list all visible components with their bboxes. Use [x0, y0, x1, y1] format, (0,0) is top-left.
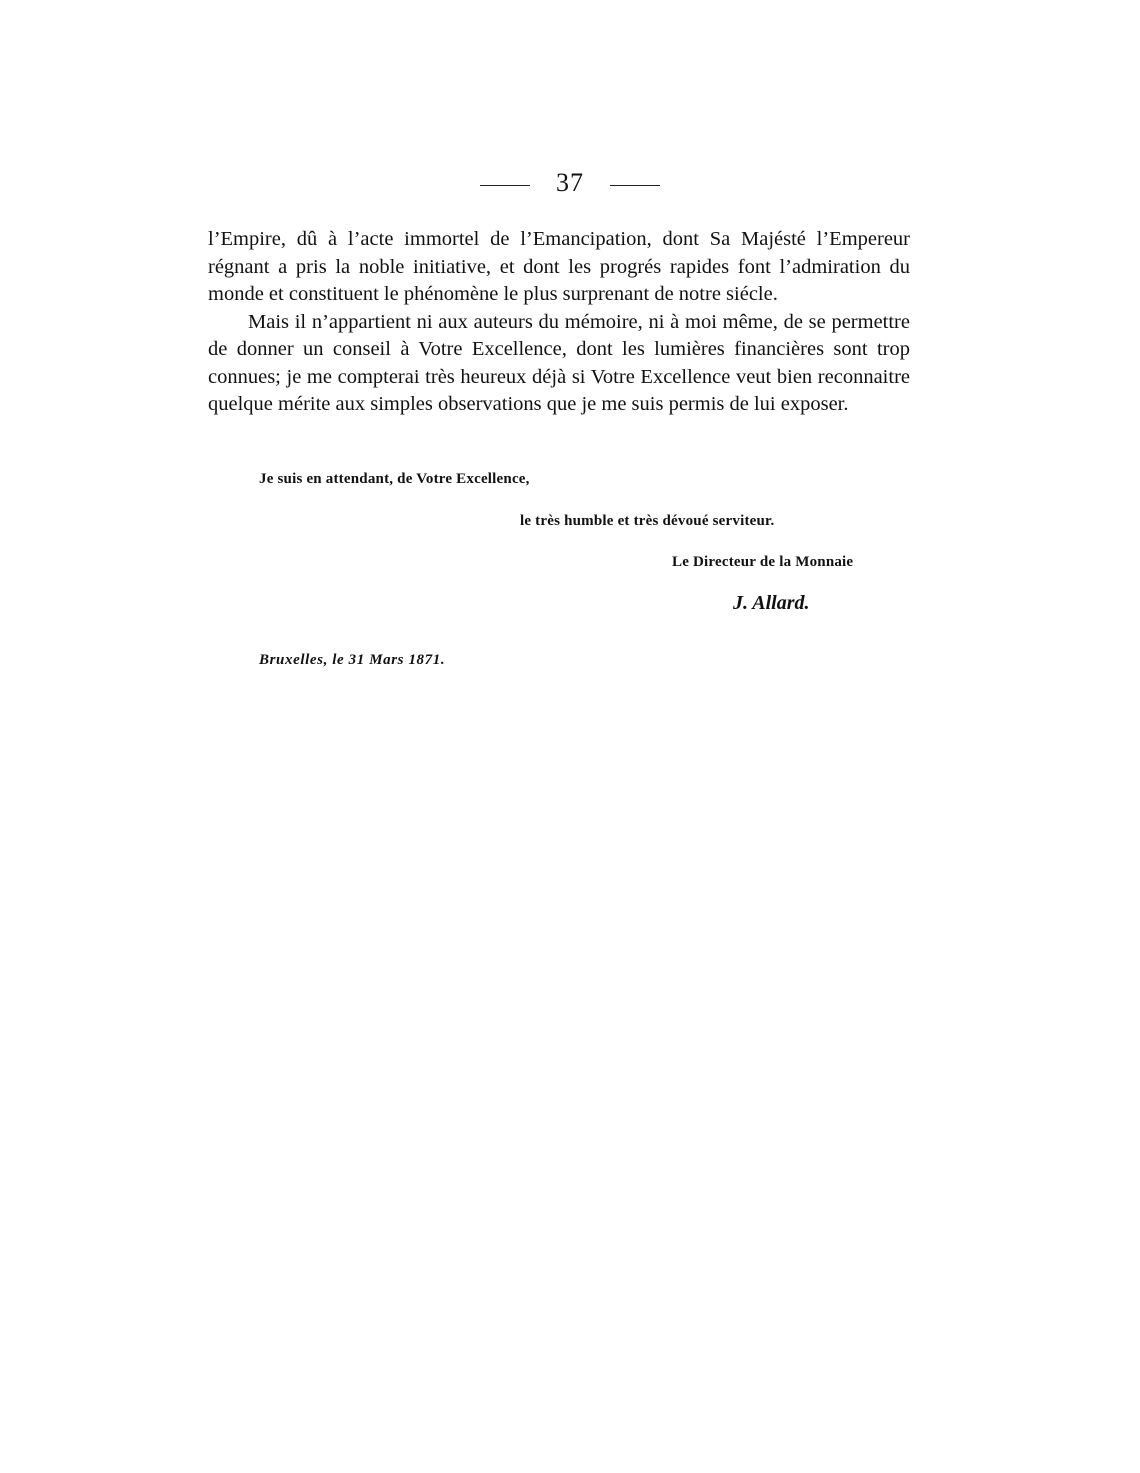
- page-header: [0, 168, 1140, 198]
- header-rule-left: [480, 185, 530, 186]
- signature: J. Allard.: [733, 592, 810, 614]
- closing-salutation: Je suis en attendant, de Votre Excellence,: [259, 471, 530, 487]
- body-text: [208, 226, 910, 419]
- header-rule-right: [610, 185, 660, 186]
- paragraph-second: Mais il n’appartient ni aux auteurs du mémoire, ni à moi même, de se permettre de donner un conseil à Votre Excellence, dont les lumières financières sont trop connues; je me compterai très heureux déjà si Votre Excellence veut bien reconnaitre quelque mérite aux simples observations que je me suis permis de lui exposer.: [208, 310, 910, 415]
- page-number: 37: [556, 168, 584, 197]
- dateline: Bruxelles, le 31 Mars 1871.: [259, 652, 446, 668]
- closing-servant-line: le très humble et très dévoué serviteur.: [520, 513, 775, 529]
- signatory-title: Le Directeur de la Monnaie: [672, 554, 854, 570]
- paragraph-continuation: l’Empire, dû à l’acte immortel de l’Emancipation, dont Sa Majésté l’Empereur régnant a pris la noble initiative, et dont les progrés rapides font l’admiration du monde et constituent le phénomène le plus surprenant de notre siécle.: [208, 228, 910, 305]
